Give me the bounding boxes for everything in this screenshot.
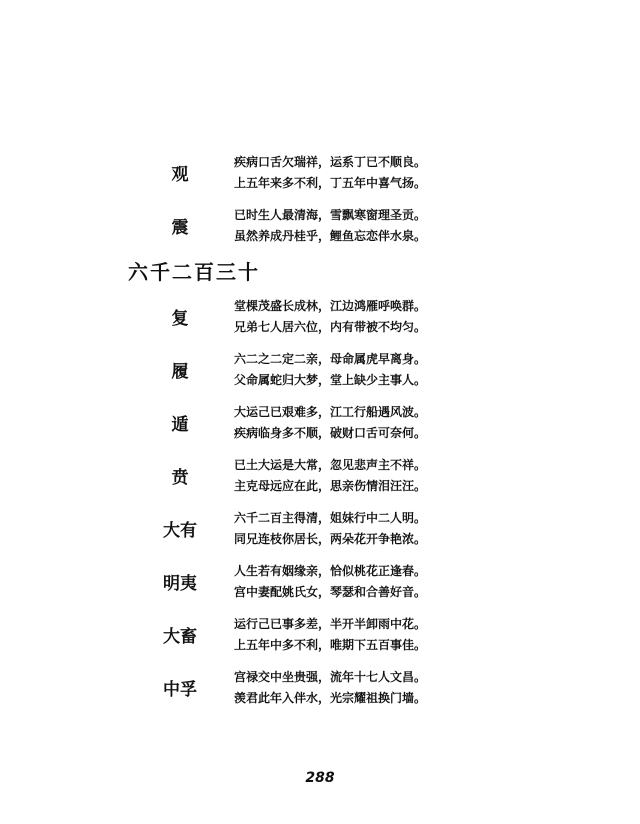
hexagram-name: 震: [171, 218, 189, 238]
entry-guan: [0, 152, 640, 194]
verse-line-1: 人生若有姻缘亲，恰似桃花正逢春。: [234, 564, 427, 578]
hexagram-name: 中孚: [163, 680, 197, 700]
hexagram-name: 贲: [171, 468, 189, 488]
hexagram-name: 复: [171, 309, 189, 329]
hexagram-name: 观: [171, 165, 189, 185]
verse-line-2: 虽然养成丹桂乎，鲤鱼忘恋伴水泉。: [234, 229, 427, 243]
section-heading: 六千二百三十: [128, 260, 260, 284]
verse-line-1: 运行己已事多差，半开半卸雨中花。: [234, 617, 427, 631]
verse: [234, 455, 426, 497]
verse-line-2: 主克母远应在此，思亲伤情泪汪汪。: [234, 479, 427, 493]
verse-line-1: 堂棵茂盛长成林，江边鸿雁呼唤群。: [234, 299, 427, 313]
verse: [234, 349, 426, 391]
hexagram-name: 明夷: [163, 574, 197, 594]
verse-line-1: 已土大运是大常，忽见悲声主不祥。: [234, 458, 427, 472]
verse-line-2: 上五年来多不利，丁五年中喜气扬。: [234, 176, 427, 190]
verse: [234, 508, 426, 550]
verse: [234, 402, 426, 444]
verse-line-2: 父命属蛇归大梦，堂上缺少主事人。: [234, 373, 427, 387]
verse: [234, 561, 426, 603]
verse-line-2: 宫中妻配姚氏女，琴瑟和合善好音。: [234, 585, 427, 599]
hexagram-name: 履: [171, 362, 189, 382]
entry-dayou: [0, 508, 640, 550]
entry-zhen: [0, 205, 640, 247]
entry-zhongfu: [0, 667, 640, 709]
verse: [234, 667, 426, 709]
verse-line-1: 六二之二定二亲，母命属虎早离身。: [234, 352, 427, 366]
verse: [234, 152, 426, 194]
hexagram-name: 遁: [171, 415, 189, 435]
entry-lv: [0, 349, 640, 391]
hexagram-name: 大有: [163, 521, 197, 541]
verse-line-2: 兄弟七人居六位，内有带被不均匀。: [234, 320, 427, 334]
verse-line-1: 已时生人最清海，雪飘寒窗理圣贡。: [234, 208, 427, 222]
entry-fu: [0, 296, 640, 338]
verse-line-2: 同兄连枝你居长，两朵花开争艳浓。: [234, 532, 427, 546]
verse-line-1: 疾病口舌欠瑞祥，运系丁已不顺良。: [234, 155, 427, 169]
verse-line-2: 上五年中多不利，唯期下五百事佳。: [234, 638, 427, 652]
verse-line-1: 宫禄交中坐贵强，流年十七人文昌。: [234, 670, 427, 684]
hexagram-name: 大畜: [163, 627, 197, 647]
entry-bi: [0, 455, 640, 497]
verse-line-2: 疾病临身多不顺，破财口舌可奈何。: [234, 426, 427, 440]
entry-dun: [0, 402, 640, 444]
verse: [234, 205, 426, 247]
verse: [234, 296, 426, 338]
entry-mingyi: [0, 561, 640, 603]
page-number: 288: [305, 770, 335, 786]
verse-line-2: 羡君此年入伴水，光宗耀祖换门墙。: [234, 691, 427, 705]
verse-line-1: 六千二百主得清，姐妹行中二人明。: [234, 511, 427, 525]
entry-daxu: [0, 614, 640, 656]
verse: [234, 614, 426, 656]
verse-line-1: 大运己已艰难多，江工行船遇风波。: [234, 405, 427, 419]
